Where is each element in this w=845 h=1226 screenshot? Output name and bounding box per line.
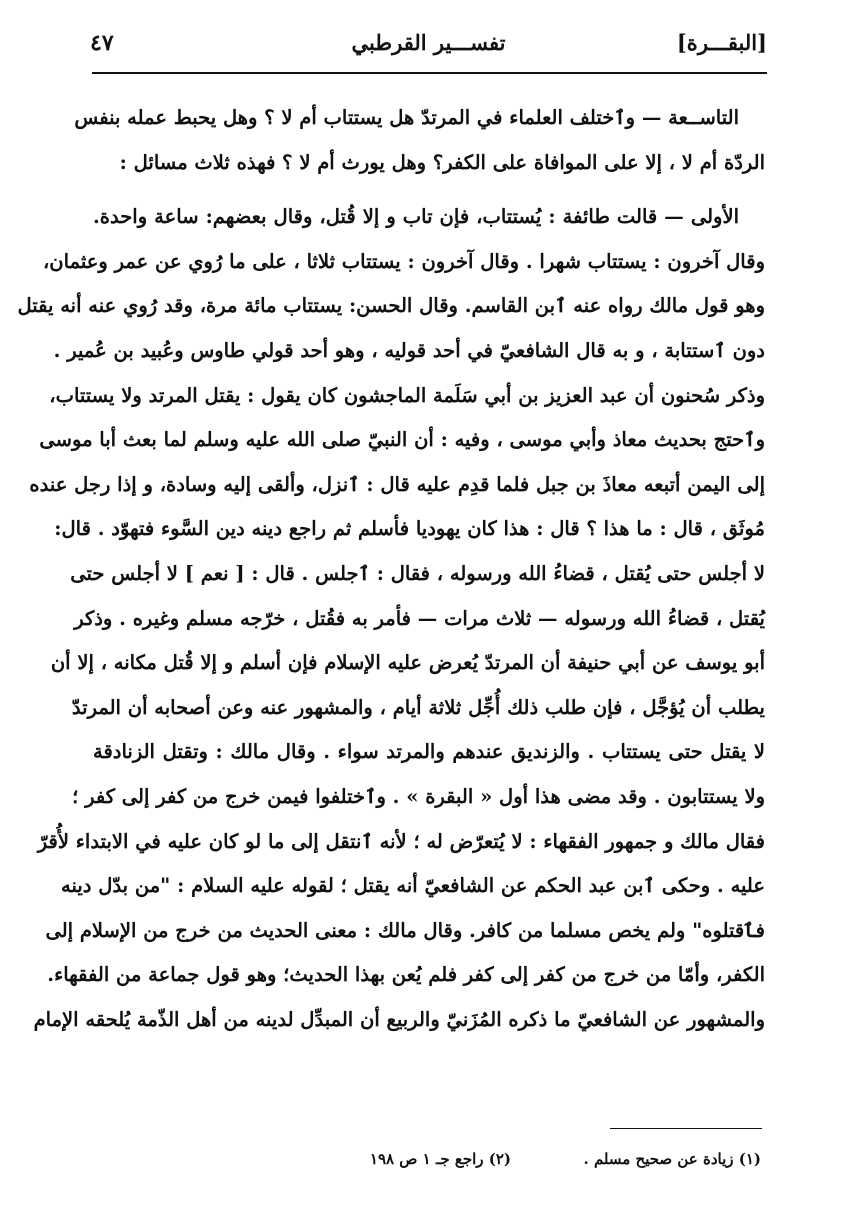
text-line: الردّة أم لا ، إلا على الموافاة على الكفر؟ وهل يورث أم لا ؟ فهذه ثلاث مسائل :	[119, 150, 765, 174]
text-line: لا يقتل حتى يستتاب . والزنديق عندهم والمرتد سواء . وقال مالك : وتقتل الزنادقة	[93, 740, 765, 764]
text-line: يطلب أن يُؤجَّل ، فإن طلب ذلك أُجِّل ثلاثة أيام ، والمشهور عنه وعن أصحابه أن المرتدّ	[71, 695, 765, 719]
text-line: مُوثَق ، قال : ما هذا ؟ قال : هذا كان يهوديا فأسلم ثم راجع دينه دين السَّوء فتهوّد . قال:	[54, 517, 765, 541]
surah-name: [البقـــرة]	[676, 30, 767, 55]
footnote-2: (٢) راجع جـ ١ ص ١٩٨	[369, 1150, 511, 1168]
text-line: دون ٱستتابة ، و به قال الشافعيّ في أحد قوليه ، وهو أحد قولي طاوس وعُبيد بن عُمير .	[53, 338, 765, 362]
footnote-rule	[610, 1128, 762, 1129]
text-line: وقال آخرون : يستتاب شهرا . وقال آخرون : يستتاب ثلاثا ، على ما رُوي عن عمر وعثمان،	[43, 249, 765, 273]
text-line: الأولى — قالت طائفة : يُستتاب، فإن تاب و إلا قُتل، وقال بعضهم: ساعة واحدة.	[93, 205, 739, 229]
footnotes	[161, 1150, 761, 1176]
running-header	[90, 26, 767, 66]
text-line: وذكر سُحنون أن عبد العزيز بن أبي سَلَمة الماجشون كان يقول : يقتل المرتد ولا يستتاب،	[49, 383, 765, 407]
paragraph	[74, 96, 765, 185]
paragraph	[17, 195, 765, 1042]
text-line: ولا يستتابون . وقد مضى هذا أول « البقرة » . وٱختلفوا فيمن خرج من كفر إلى كفر ؛	[72, 784, 765, 808]
text-line: الكفر، وأمّا من خرج من كفر إلى كفر فلم يُعن بهذا الحديث؛ وهو قول جماعة من الفقهاء.	[47, 963, 765, 987]
header-rule	[92, 72, 767, 74]
text-line: عليه . وحكى ٱبن عبد الحكم عن الشافعيّ أنه يقتل ؛ لقوله عليه السلام : "من بدّل دينه	[61, 874, 765, 898]
text-line: فقال مالك و جمهور الفقهاء : لا يُتعرّض له ؛ لأنه ٱنتقل إلى ما لو كان عليه في الابتداء لأُقرّ	[37, 829, 765, 853]
text-line: لا أجلس حتى يُقتل ، قضاءُ الله ورسوله ، فقال : ٱجلس . قال : [ نعم ] لا أجلس حتى	[70, 561, 765, 585]
text-line: وٱحتج بحديث معاذ وأبي موسى ، وفيه : أن النبيّ صلى الله عليه وسلم لما بعث أبا موسى	[39, 428, 765, 452]
text-line: وهو قول مالك رواه عنه ٱبن القاسم. وقال الحسن: يستتاب مائة مرة، وقد رُوي عنه أنه يقتل	[17, 294, 765, 318]
text-line: يُقتل ، قضاءُ الله ورسوله — ثلاث مرات — فأمر به فقُتل ، خرّجه مسلم وغيره . وذكر	[74, 606, 765, 630]
text-line: التاســعة — وٱختلف العلماء في المرتدّ هل يستتاب أم لا ؟ وهل يحبط عمله بنفس	[74, 106, 739, 129]
text-line: فٱقتلوه" ولم يخص مسلما من كافر. وقال مالك : معنى الحديث من خرج من الإسلام إلى	[45, 918, 765, 942]
text-line: أبو يوسف عن أبي حنيفة أن المرتدّ يُعرض عليه الإسلام فإن أسلم و إلا قُتل مكانه ، إلا أن	[50, 651, 765, 675]
book-title: تفســـير القرطبي	[351, 30, 506, 55]
footnote-1: (١) زيادة عن صحيح مسلم .	[583, 1150, 761, 1168]
paragraph-gap	[93, 185, 765, 195]
body-text	[17, 96, 765, 1042]
text-line: والمشهور عن الشافعيّ ما ذكره المُزَنيّ والربيع أن المبدِّل لدينه من أهل الذّمة يُلحقه الإمام	[33, 1007, 765, 1031]
page-number: ٤٧	[90, 30, 114, 56]
text-line: إلى اليمن أتبعه معاذَ بن جبل فلما قدِم عليه قال : ٱنزل، وألقى إليه وسادة، و إذا رجل عنده	[29, 472, 765, 496]
